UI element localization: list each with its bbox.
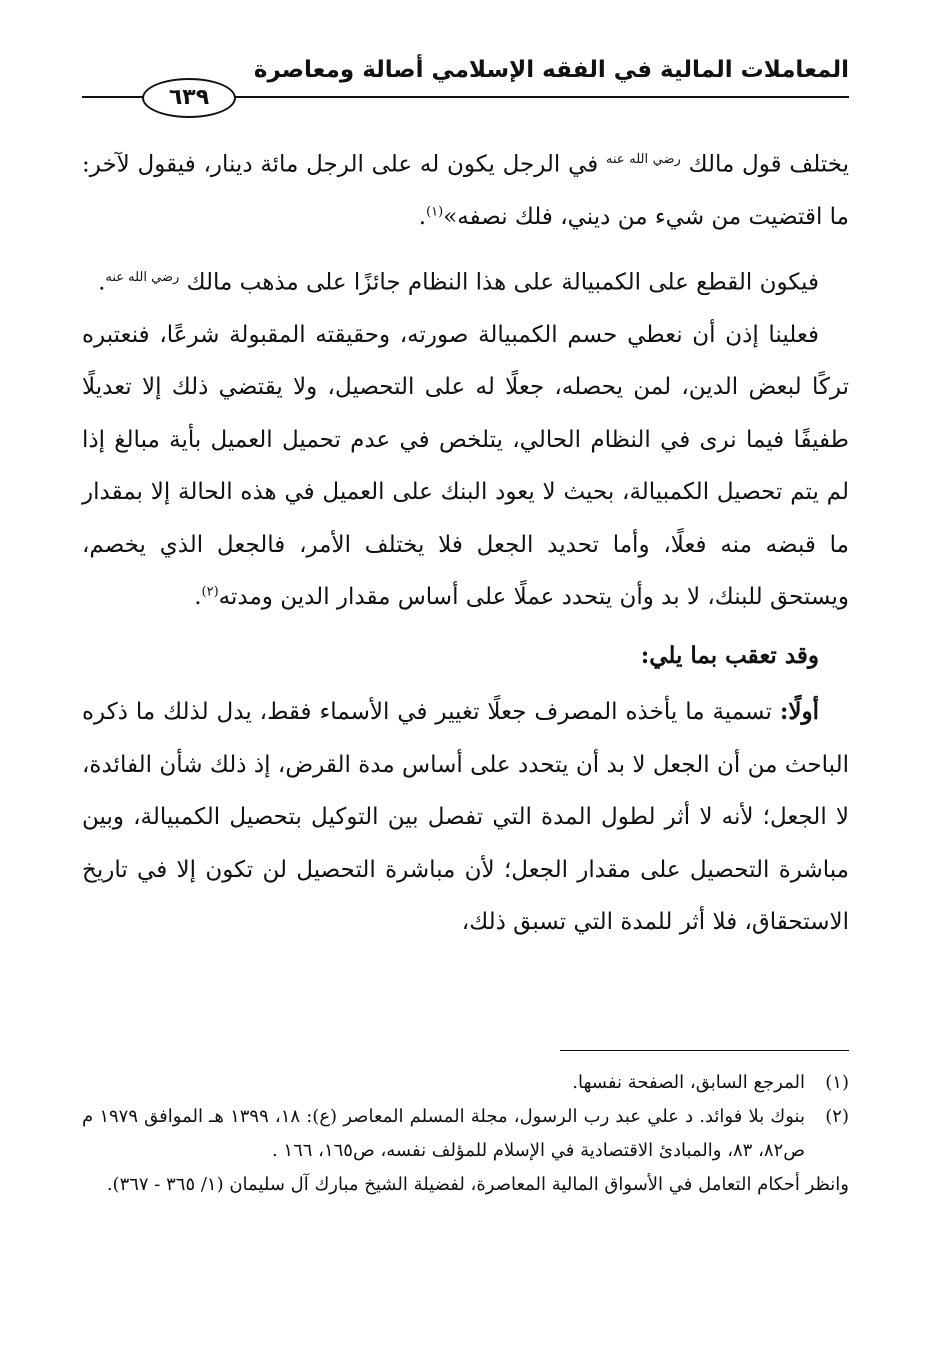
footnote-text: بنوك بلا فوائد. د علي عبد رب الرسول، مجلة المسلم المعاصر (ع): ١٨، ١٣٩٩ هـ الموافق ١٩٧٩ م ص٨٢، ٨٣، والمبادئ الاقتصادية في الإسلام للمؤلف نفسه، ص١٦٥، ١٦٦ . [82,1106,805,1161]
main-text [82,134,849,949]
footnote-number: (٢) [825,1106,849,1127]
p1-tail: . [418,204,427,231]
footnote-rule [560,1050,849,1051]
honorific-glyph: رضي الله عنه [105,269,180,285]
p2-start: فيكون القطع على الكمبيالة على هذا النظام جائزًا على مذهب مالك [179,269,819,296]
p4-text: تسمية ما يأخذه المصرف جعلًا تغيير في الأسماء فقط، يدل لذلك ما ذكره الباحث من أن الجعل لا بد أن يتحدد على أساس مدة القرض، إذ ذلك شأن الفائدة، لا الجعل؛ لأنه لا أثر لطول المدة التي تفصل بين التوكيل بتحصيل الكمبيالة، وبين مباشرة التحصيل على مقدار الجعل؛ لأن مباشرة التحصيل لن تكون إلا في تاريخ الاستحقاق، فلا أثر للمدة التي تسبق ذلك، [82,699,849,936]
running-title: المعاملات المالية في الفقه الإسلامي أصالة ومعاصرة [253,57,849,83]
footnote-ref-2[interactable]: (٢) [201,584,219,600]
footnote-2-continuation: وانظر أحكام التعامل في الأسواق المالية المعاصرة، لفضيلة الشيخ مبارك آل سليمان (١/ ٣٦٥ - ٣٦٧). [106,1174,849,1195]
section-heading: وقد تعقب بما يلي: [640,641,819,669]
p1-end: في الرجل يكون له على الرجل مائة دينار، فيقول لآخر: ما اقتضيت من شيء من ديني، فلك نصفه» [82,151,849,231]
p1-start: يختلف قول مالك [680,151,849,178]
point-label: أولًا: [779,698,819,726]
paragraph-4 [82,686,849,949]
footnote-number: (١) [825,1072,849,1093]
p2-tail: . [98,269,106,296]
p3-tail: . [194,584,202,611]
paragraph-3 [82,309,849,624]
page-number-badge: ٦٣٩ [142,78,236,118]
p3-text: فعلينا إذن أن نعطي حسم الكمبيالة صورته، وحقيقته المقبولة شرعًا، فنعتبره تركًا لبعض الدين، لمن يحصله، جعلًا له على التحصيل، ولا يقتضي ذلك إلا تعديلًا طفيفًا فيما نرى في النظام الحالي، يتلخص في عدم تحميل العميل بأية مبالغ إذا لم يتم تحصيل الكمبيالة، بحيث لا يعود البنك على العميل في هذه الحالة إلا بمقدار ما قبضه منه فعلًا، وأما تحديد الجعل فلا يختلف الأمر، فالجعل الذي يخصم، ويستحق للبنك، لا بد وأن يتحدد عملًا على أساس مقدار الدين ومدته [82,321,849,611]
paragraph-2 [82,252,849,309]
footnotes [82,1066,849,1202]
footnote-ref-1[interactable]: (١) [426,204,444,220]
footnote-1 [82,1066,849,1100]
honorific-glyph: رضي الله عنه [606,152,681,167]
footnote-2 [82,1100,849,1168]
footnote-text: المرجع السابق، الصفحة نفسها. [572,1072,805,1093]
paragraph-1 [82,134,849,244]
